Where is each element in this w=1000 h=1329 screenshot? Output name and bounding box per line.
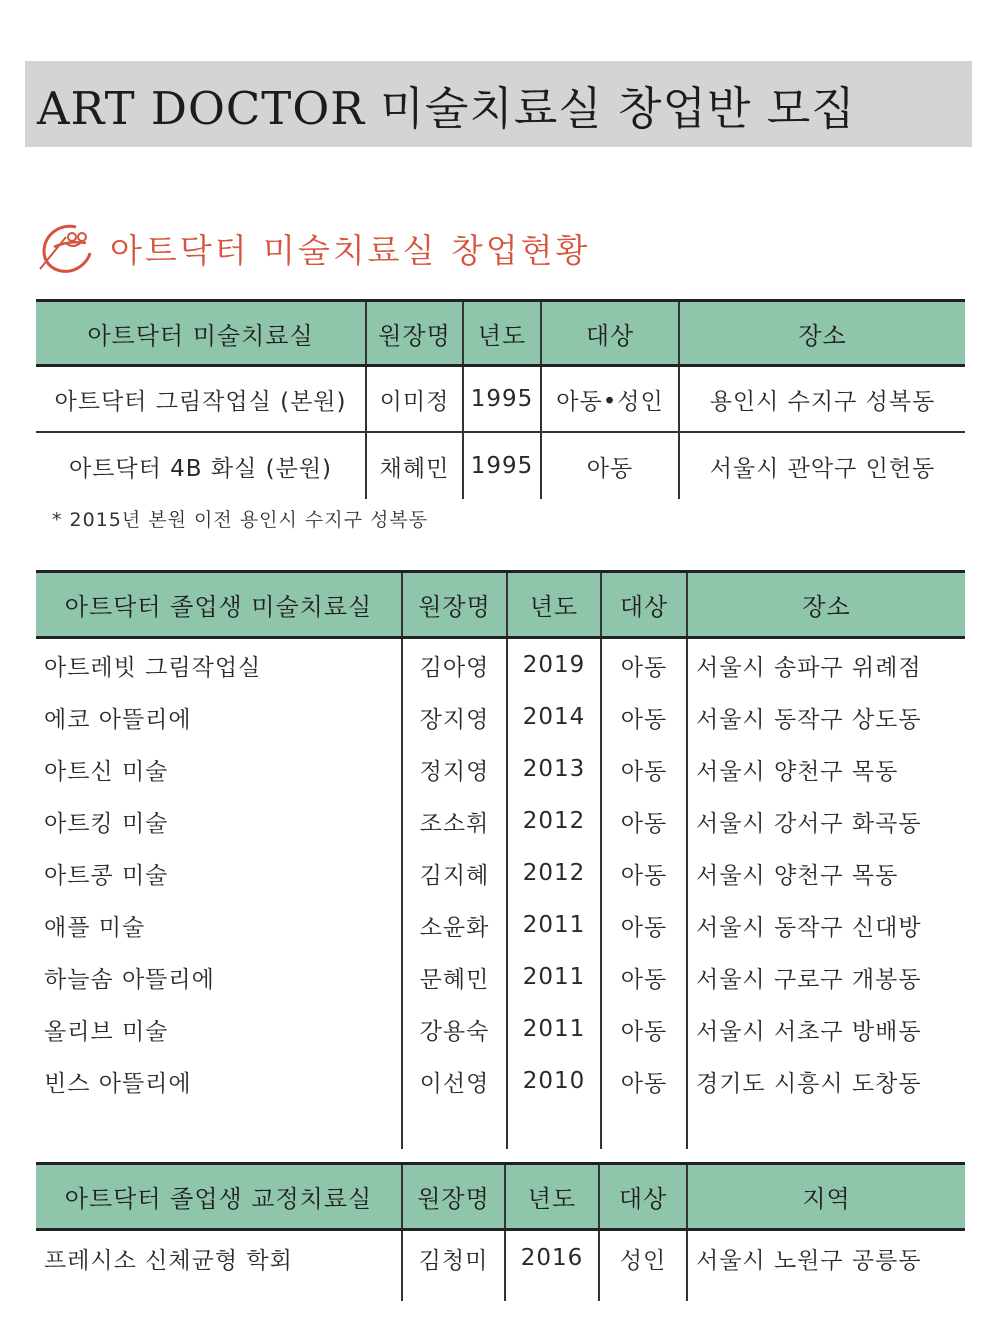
target: 아동 xyxy=(601,691,687,743)
target: 아동 xyxy=(601,1003,687,1055)
studio-name: 아트킹 미술 xyxy=(44,810,169,837)
year: 2011 xyxy=(507,899,601,951)
studio-name: 아트닥터 그림작업실 (본원) xyxy=(36,366,366,433)
table-row xyxy=(36,951,965,1003)
location: 서울시 양천구 목동 xyxy=(687,847,965,899)
director-name: 이미정 xyxy=(366,366,463,433)
header-cell: 년도 xyxy=(507,572,601,638)
main-studio-table xyxy=(36,299,965,499)
studio-name: 아트닥터 4B 화실 (분원) xyxy=(68,455,333,482)
location: 서울시 동작구 상도동 xyxy=(687,691,965,743)
target: 아동•성인 xyxy=(541,366,679,433)
location: 서울시 송파구 위례점 xyxy=(687,638,965,692)
header-cell: 아트닥터 졸업생 교정치료실 xyxy=(36,1164,402,1230)
year: 2011 xyxy=(507,951,601,1003)
header-cell: 아트닥터 졸업생 미술치료실 xyxy=(36,572,402,638)
studio-name: 빈스 아뜰리에 xyxy=(44,1070,192,1097)
header-cell: 원장명 xyxy=(366,301,463,366)
header-cell: 원장명 xyxy=(402,572,507,638)
director-name: 이선영 xyxy=(402,1055,507,1107)
year: 1995 xyxy=(463,432,541,499)
location: 서울시 서초구 방배동 xyxy=(687,1003,965,1055)
director-name: 소윤화 xyxy=(402,899,507,951)
header-cell: 아트닥터 미술치료실 xyxy=(36,301,366,366)
title-banner xyxy=(25,61,972,147)
year: 1995 xyxy=(463,366,541,433)
studio-name: 올리브 미술 xyxy=(44,1018,169,1045)
year: 2016 xyxy=(505,1230,599,1286)
table-row xyxy=(36,366,965,433)
studio-name: 에코 아뜰리에 xyxy=(44,706,192,733)
header-cell: 년도 xyxy=(463,301,541,366)
table-row xyxy=(36,432,965,499)
location: 서울시 강서구 화곡동 xyxy=(687,795,965,847)
correction-studio-table xyxy=(36,1162,965,1301)
director-name: 강용숙 xyxy=(402,1003,507,1055)
target: 아동 xyxy=(601,743,687,795)
target: 아동 xyxy=(601,899,687,951)
header-cell: 지역 xyxy=(687,1164,965,1230)
location: 서울시 관악구 인헌동 xyxy=(679,432,965,499)
header-cell: 대상 xyxy=(541,301,679,366)
relocation-note: * 2015년 본원 이전 용인시 수지구 성복동 xyxy=(52,509,429,531)
director-name: 정지영 xyxy=(402,743,507,795)
target: 아동 xyxy=(601,951,687,1003)
table-filler-row xyxy=(36,1107,965,1149)
director-name: 장지영 xyxy=(402,691,507,743)
target: 아동 xyxy=(601,847,687,899)
target: 아동 xyxy=(541,432,679,499)
studio-name: 아트콩 미술 xyxy=(44,862,169,889)
header-cell: 장소 xyxy=(679,301,965,366)
header-cell: 년도 xyxy=(505,1164,599,1230)
table-header-row xyxy=(36,572,965,638)
table-header-row xyxy=(36,301,965,366)
graduate-studio-table xyxy=(36,570,965,1149)
studio-name: 애플 미술 xyxy=(44,914,146,941)
location: 서울시 동작구 신대방 xyxy=(687,899,965,951)
year: 2013 xyxy=(507,743,601,795)
header-cell: 대상 xyxy=(601,572,687,638)
header-cell: 대상 xyxy=(599,1164,687,1230)
year: 2012 xyxy=(507,795,601,847)
banner-title: ART DOCTOR 미술치료실 창업반 모집 xyxy=(37,81,856,135)
location: 서울시 노원구 공릉동 xyxy=(687,1230,965,1286)
table-header-row xyxy=(36,1164,965,1230)
section-title: 아트닥터 미술치료실 창업현황 xyxy=(110,230,591,270)
director-name: 문혜민 xyxy=(402,951,507,1003)
table-row xyxy=(36,743,965,795)
table-row xyxy=(36,1003,965,1055)
header-cell: 장소 xyxy=(687,572,965,638)
director-name: 조소휘 xyxy=(402,795,507,847)
target: 성인 xyxy=(599,1230,687,1286)
table-filler-row xyxy=(36,1285,965,1301)
studio-name: 프레시소 신체균형 학회 xyxy=(44,1247,293,1274)
year: 2011 xyxy=(507,1003,601,1055)
year: 2014 xyxy=(507,691,601,743)
director-name: 김청미 xyxy=(402,1230,505,1286)
table-row xyxy=(36,691,965,743)
year: 2010 xyxy=(507,1055,601,1107)
studio-name: 하늘솜 아뜰리에 xyxy=(44,966,215,993)
location: 서울시 양천구 목동 xyxy=(687,743,965,795)
table-row xyxy=(36,1230,965,1286)
table-row xyxy=(36,795,965,847)
target: 아동 xyxy=(601,638,687,692)
location: 용인시 수지구 성복동 xyxy=(679,366,965,433)
director-name: 채혜민 xyxy=(366,432,463,499)
director-name: 김아영 xyxy=(402,638,507,692)
table-row xyxy=(36,638,965,692)
header-cell: 원장명 xyxy=(402,1164,505,1230)
table-row xyxy=(36,899,965,951)
location: 서울시 구로구 개봉동 xyxy=(687,951,965,1003)
year: 2012 xyxy=(507,847,601,899)
target: 아동 xyxy=(601,795,687,847)
year: 2019 xyxy=(507,638,601,692)
target: 아동 xyxy=(601,1055,687,1107)
director-name: 김지혜 xyxy=(402,847,507,899)
table-row xyxy=(36,1055,965,1107)
studio-name: 아트신 미술 xyxy=(44,758,169,785)
table-row xyxy=(36,847,965,899)
art-doctor-logo-icon xyxy=(36,219,98,277)
location: 경기도 시흥시 도창동 xyxy=(687,1055,965,1107)
section-heading xyxy=(36,218,590,278)
studio-name: 아트레빗 그림작업실 xyxy=(44,654,262,681)
